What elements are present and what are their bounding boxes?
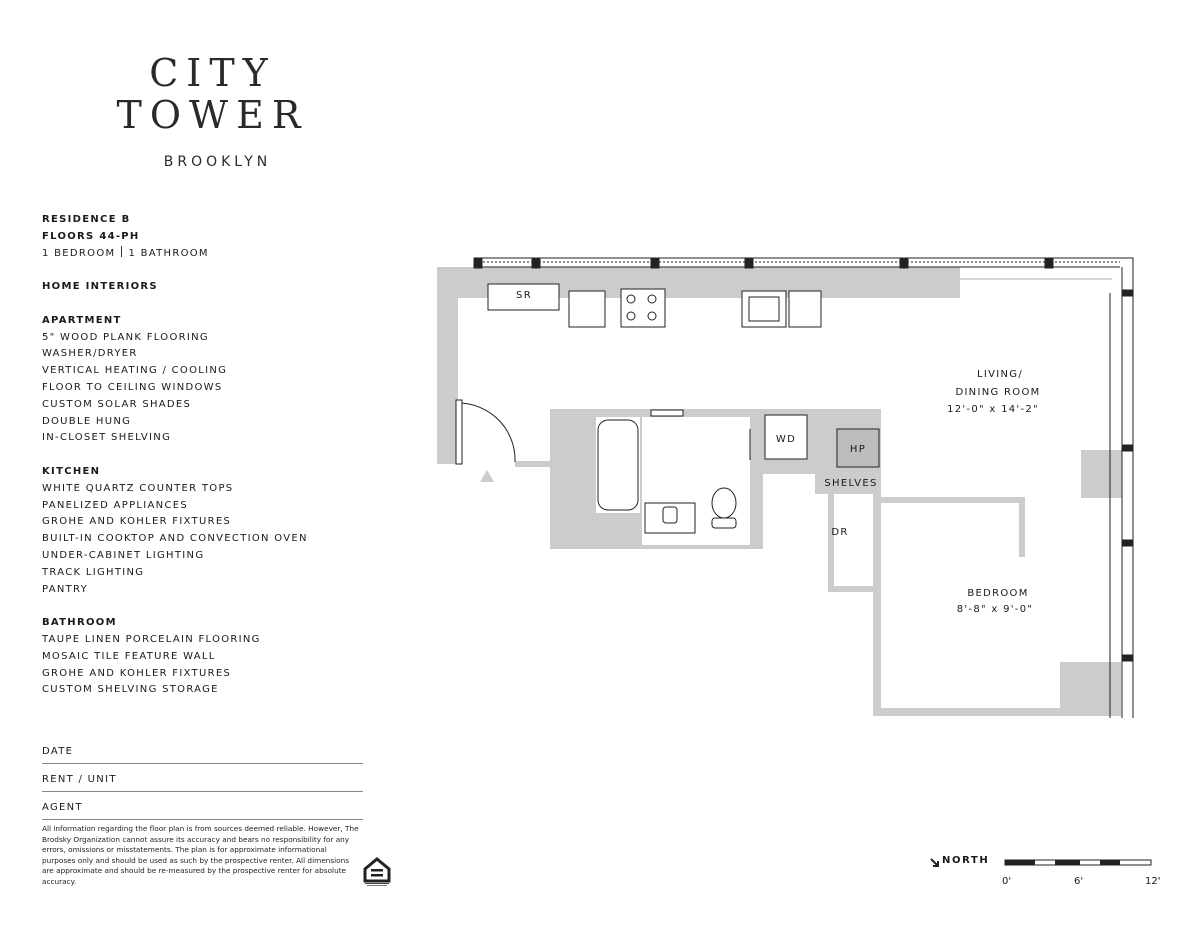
bathroom-item: TAUPE LINEN PORCELAIN FLOORING [42,633,261,645]
living-label-1: LIVING/ [976,369,1024,380]
kitchen-item: WHITE QUARTZ COUNTER TOPS [42,482,234,494]
kitchen-item: PANTRY [42,583,89,595]
rent-unit-label: RENT / UNIT [42,774,117,785]
apartment-item: DOUBLE HUNG [42,415,132,427]
plan-walls [437,267,1122,716]
scale-label-12: 12' [1145,876,1161,887]
logo-line-tower: TOWER [116,93,309,137]
apartment-item: WASHER/DRYER [42,348,138,360]
towel-bar [651,410,683,416]
apartment-item: VERTICAL HEATING / COOLING [42,365,228,377]
bedroom-dims: 8'-8" x 9'-0" [956,604,1034,615]
residence-label: RESIDENCE B [42,214,131,225]
base-cabinet [569,291,605,327]
dr-closet [834,494,872,586]
bathroom-item: CUSTOM SHELVING STORAGE [42,684,219,696]
hp-label: HP [849,444,867,455]
cooktop-icon [621,289,665,327]
scale-bar [1005,860,1151,865]
bedroom-count: 1 BEDROOM [42,247,116,259]
north-label: NORTH [942,855,990,866]
apartment-item: IN-CLOSET SHELVING [42,432,172,444]
wd-label: WD [775,434,797,445]
toilet-icon [712,488,736,518]
logo-line-city: CITY [149,51,276,95]
bathroom-heading: BATHROOM [42,617,117,629]
bathroom-item: GROHE AND KOHLER FIXTURES [42,667,232,679]
sr-label: SR [516,290,532,301]
logo-brooklyn: BROOKLYN [163,154,272,170]
apartment-item: FLOOR TO CEILING WINDOWS [42,381,223,393]
entry-door [456,400,515,464]
dishwasher [789,291,821,327]
apartment-item: 5" WOOD PLANK FLOORING [42,331,209,343]
kitchen-item: PANELIZED APPLIANCES [42,499,188,511]
entry-arrow-icon [480,470,494,482]
kitchen-item: BUILT-IN COOKTOP AND CONVECTION OVEN [42,533,308,545]
home-interiors-heading: HOME INTERIORS [42,281,158,293]
dr-label: DR [831,527,849,538]
living-dims: 12'-0" x 14'-2" [947,404,1039,415]
kitchen-item: TRACK LIGHTING [42,566,145,578]
bathroom-count: 1 BATHROOM [128,247,209,259]
scale-label-6: 6' [1074,876,1084,887]
disclaimer-text: All information regarding the floor plan is from sources deemed reliable. However, The Brodsky Organization cannot assure its accuracy and bears no responsibility for any errors, omissions or misstatements. The plan is for approximate informational purposes only and should be used as such by the prospective renter. All dimensions are approximate and should be re-measured by the prospective renter for absolute accuracy. [42,824,359,886]
date-label: DATE [42,746,74,757]
scale-label-0: 0' [1002,876,1012,887]
bathtub-icon [598,420,638,510]
sink-basin [749,297,779,321]
living-label-2: DINING ROOM [955,387,1041,398]
shelves-label: SHELVES [824,478,878,489]
kitchen-item: UNDER-CABINET LIGHTING [42,549,205,561]
floors-label: FLOORS 44-PH [42,230,140,242]
apartment-heading: APARTMENT [42,314,122,326]
apartment-item: CUSTOM SOLAR SHADES [42,398,192,410]
bedroom-label: BEDROOM [967,588,1029,599]
kitchen-heading: KITCHEN [42,465,101,477]
kitchen-item: GROHE AND KOHLER FIXTURES [42,516,232,528]
agent-label: AGENT [42,802,83,813]
bathroom-item: MOSAIC TILE FEATURE WALL [42,650,216,662]
